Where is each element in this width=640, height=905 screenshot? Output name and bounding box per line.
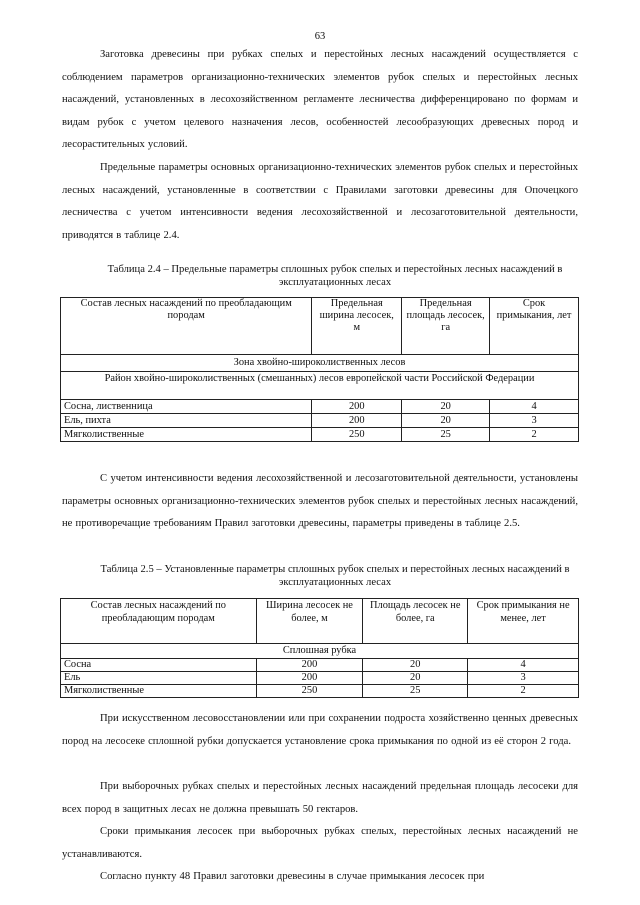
adjacency-cell: 4 bbox=[468, 659, 579, 672]
paragraph-3: С учетом интенсивности ведения лесохозяйственной и лесозаготовительной деятельности, установлены параметры основных организационно-технических элементов рубок спелых и перестойных лесных насаждений, не противоречащие требованиям Правил заготовки древесины, параметры приведены в таблице 2.5. bbox=[62, 473, 578, 530]
adjacency-cell: 3 bbox=[468, 672, 579, 685]
zone-cell: Зона хвойно-широколиственных лесов bbox=[61, 355, 579, 372]
region-cell: Район хвойно-широколиственных (смешанных) лесов европейской части Российской Федерации bbox=[61, 372, 579, 400]
adjacency-cell: 2 bbox=[468, 685, 579, 698]
paragraph-6: Сроки примыкания лесосек при выборочных рубках спелых, перестойных лесных насаждений не устанавливаются. bbox=[62, 826, 578, 860]
table-row bbox=[61, 428, 579, 442]
species-cell: Ель bbox=[61, 672, 257, 685]
table-2-4-caption: Таблица 2.4 – Предельные параметры сплошных рубок спелых и перестойных лесных насаждений в эксплуатационных лесах bbox=[107, 264, 563, 288]
table-row bbox=[61, 659, 579, 672]
table-row bbox=[61, 400, 579, 414]
header-area: Предельная площадь лесосек, га bbox=[402, 298, 490, 355]
header-composition: Состав лесных насаждений по преобладающим породам bbox=[61, 599, 257, 644]
area-cell: 20 bbox=[402, 414, 490, 428]
area-cell: 25 bbox=[402, 428, 490, 442]
species-cell: Сосна bbox=[61, 659, 257, 672]
adjacency-cell: 2 bbox=[490, 428, 579, 442]
width-cell: 200 bbox=[312, 414, 402, 428]
table-header-row bbox=[61, 599, 579, 644]
adjacency-cell: 4 bbox=[490, 400, 579, 414]
table-row bbox=[61, 685, 579, 698]
species-cell: Ель, пихта bbox=[61, 414, 312, 428]
header-width: Предельная ширина лесосек, м bbox=[312, 298, 402, 355]
area-cell: 20 bbox=[402, 400, 490, 414]
header-composition: Состав лесных насаждений по преобладающим породам bbox=[61, 298, 312, 355]
species-cell: Мягколиственные bbox=[61, 428, 312, 442]
paragraph-7: Согласно пункту 48 Правил заготовки древесины в случае примыкания лесосек при bbox=[100, 871, 485, 882]
header-adjacency: Срок примыкания, лет bbox=[490, 298, 579, 355]
section-row bbox=[61, 644, 579, 659]
width-cell: 250 bbox=[256, 685, 363, 698]
table-2-5 bbox=[60, 598, 579, 698]
species-cell: Сосна, лиственница bbox=[61, 400, 312, 414]
table-header-row bbox=[61, 298, 579, 355]
paragraph-2: Предельные параметры основных организационно-технических элементов рубок спелых и перестойных лесных насаждений, установленные в соответствии с Правилами заготовки древесины для Опочецкого лесничества с учетом интенсивности ведения лесохозяйственной и лесозаготовительной деятельности, приводятся в таблице 2.4. bbox=[62, 162, 578, 241]
table-row bbox=[61, 414, 579, 428]
area-cell: 25 bbox=[363, 685, 468, 698]
paragraph-1: Заготовка древесины при рубках спелых и перестойных лесных насаждений осуществляется с соблюдением параметров организационно-технических элементов рубок спелых и перестойных лесных насаждений, установленных в лесохозяйственном регламенте лесничества дифференцировано по формам и видам рубок с учетом целевого назначения лесов, особенностей лесообразующих древесных пород и лесорастительных условий. bbox=[62, 49, 578, 151]
zone-row bbox=[61, 355, 579, 372]
header-width: Ширина лесосек не более, м bbox=[256, 599, 363, 644]
table-2-5-caption: Таблица 2.5 – Установленные параметры сплошных рубок спелых и перестойных лесных насаждений в эксплуатационных лесах bbox=[100, 564, 570, 588]
header-adjacency: Срок примыкания не менее, лет bbox=[468, 599, 579, 644]
width-cell: 250 bbox=[312, 428, 402, 442]
width-cell: 200 bbox=[256, 672, 363, 685]
page-number: 63 bbox=[314, 31, 326, 42]
table-row bbox=[61, 672, 579, 685]
area-cell: 20 bbox=[363, 672, 468, 685]
width-cell: 200 bbox=[256, 659, 363, 672]
section-cell: Сплошная рубка bbox=[61, 644, 579, 659]
region-row bbox=[61, 372, 579, 400]
paragraph-4: При искусственном лесовосстановлении или при сохранении подроста хозяйственно ценных древесных пород на лесосеке сплошной рубки допускается установление срока примыкания по одной из её сторон 2 года. bbox=[62, 713, 578, 747]
area-cell: 20 bbox=[363, 659, 468, 672]
table-2-4 bbox=[60, 297, 579, 442]
adjacency-cell: 3 bbox=[490, 414, 579, 428]
species-cell: Мягколиственные bbox=[61, 685, 257, 698]
paragraph-5: При выборочных рубках спелых и перестойных лесных насаждений предельная площадь лесосеки для всех пород в защитных лесах не должна превышать 50 гектаров. bbox=[62, 781, 578, 815]
width-cell: 200 bbox=[312, 400, 402, 414]
header-area: Площадь лесосек не более, га bbox=[363, 599, 468, 644]
